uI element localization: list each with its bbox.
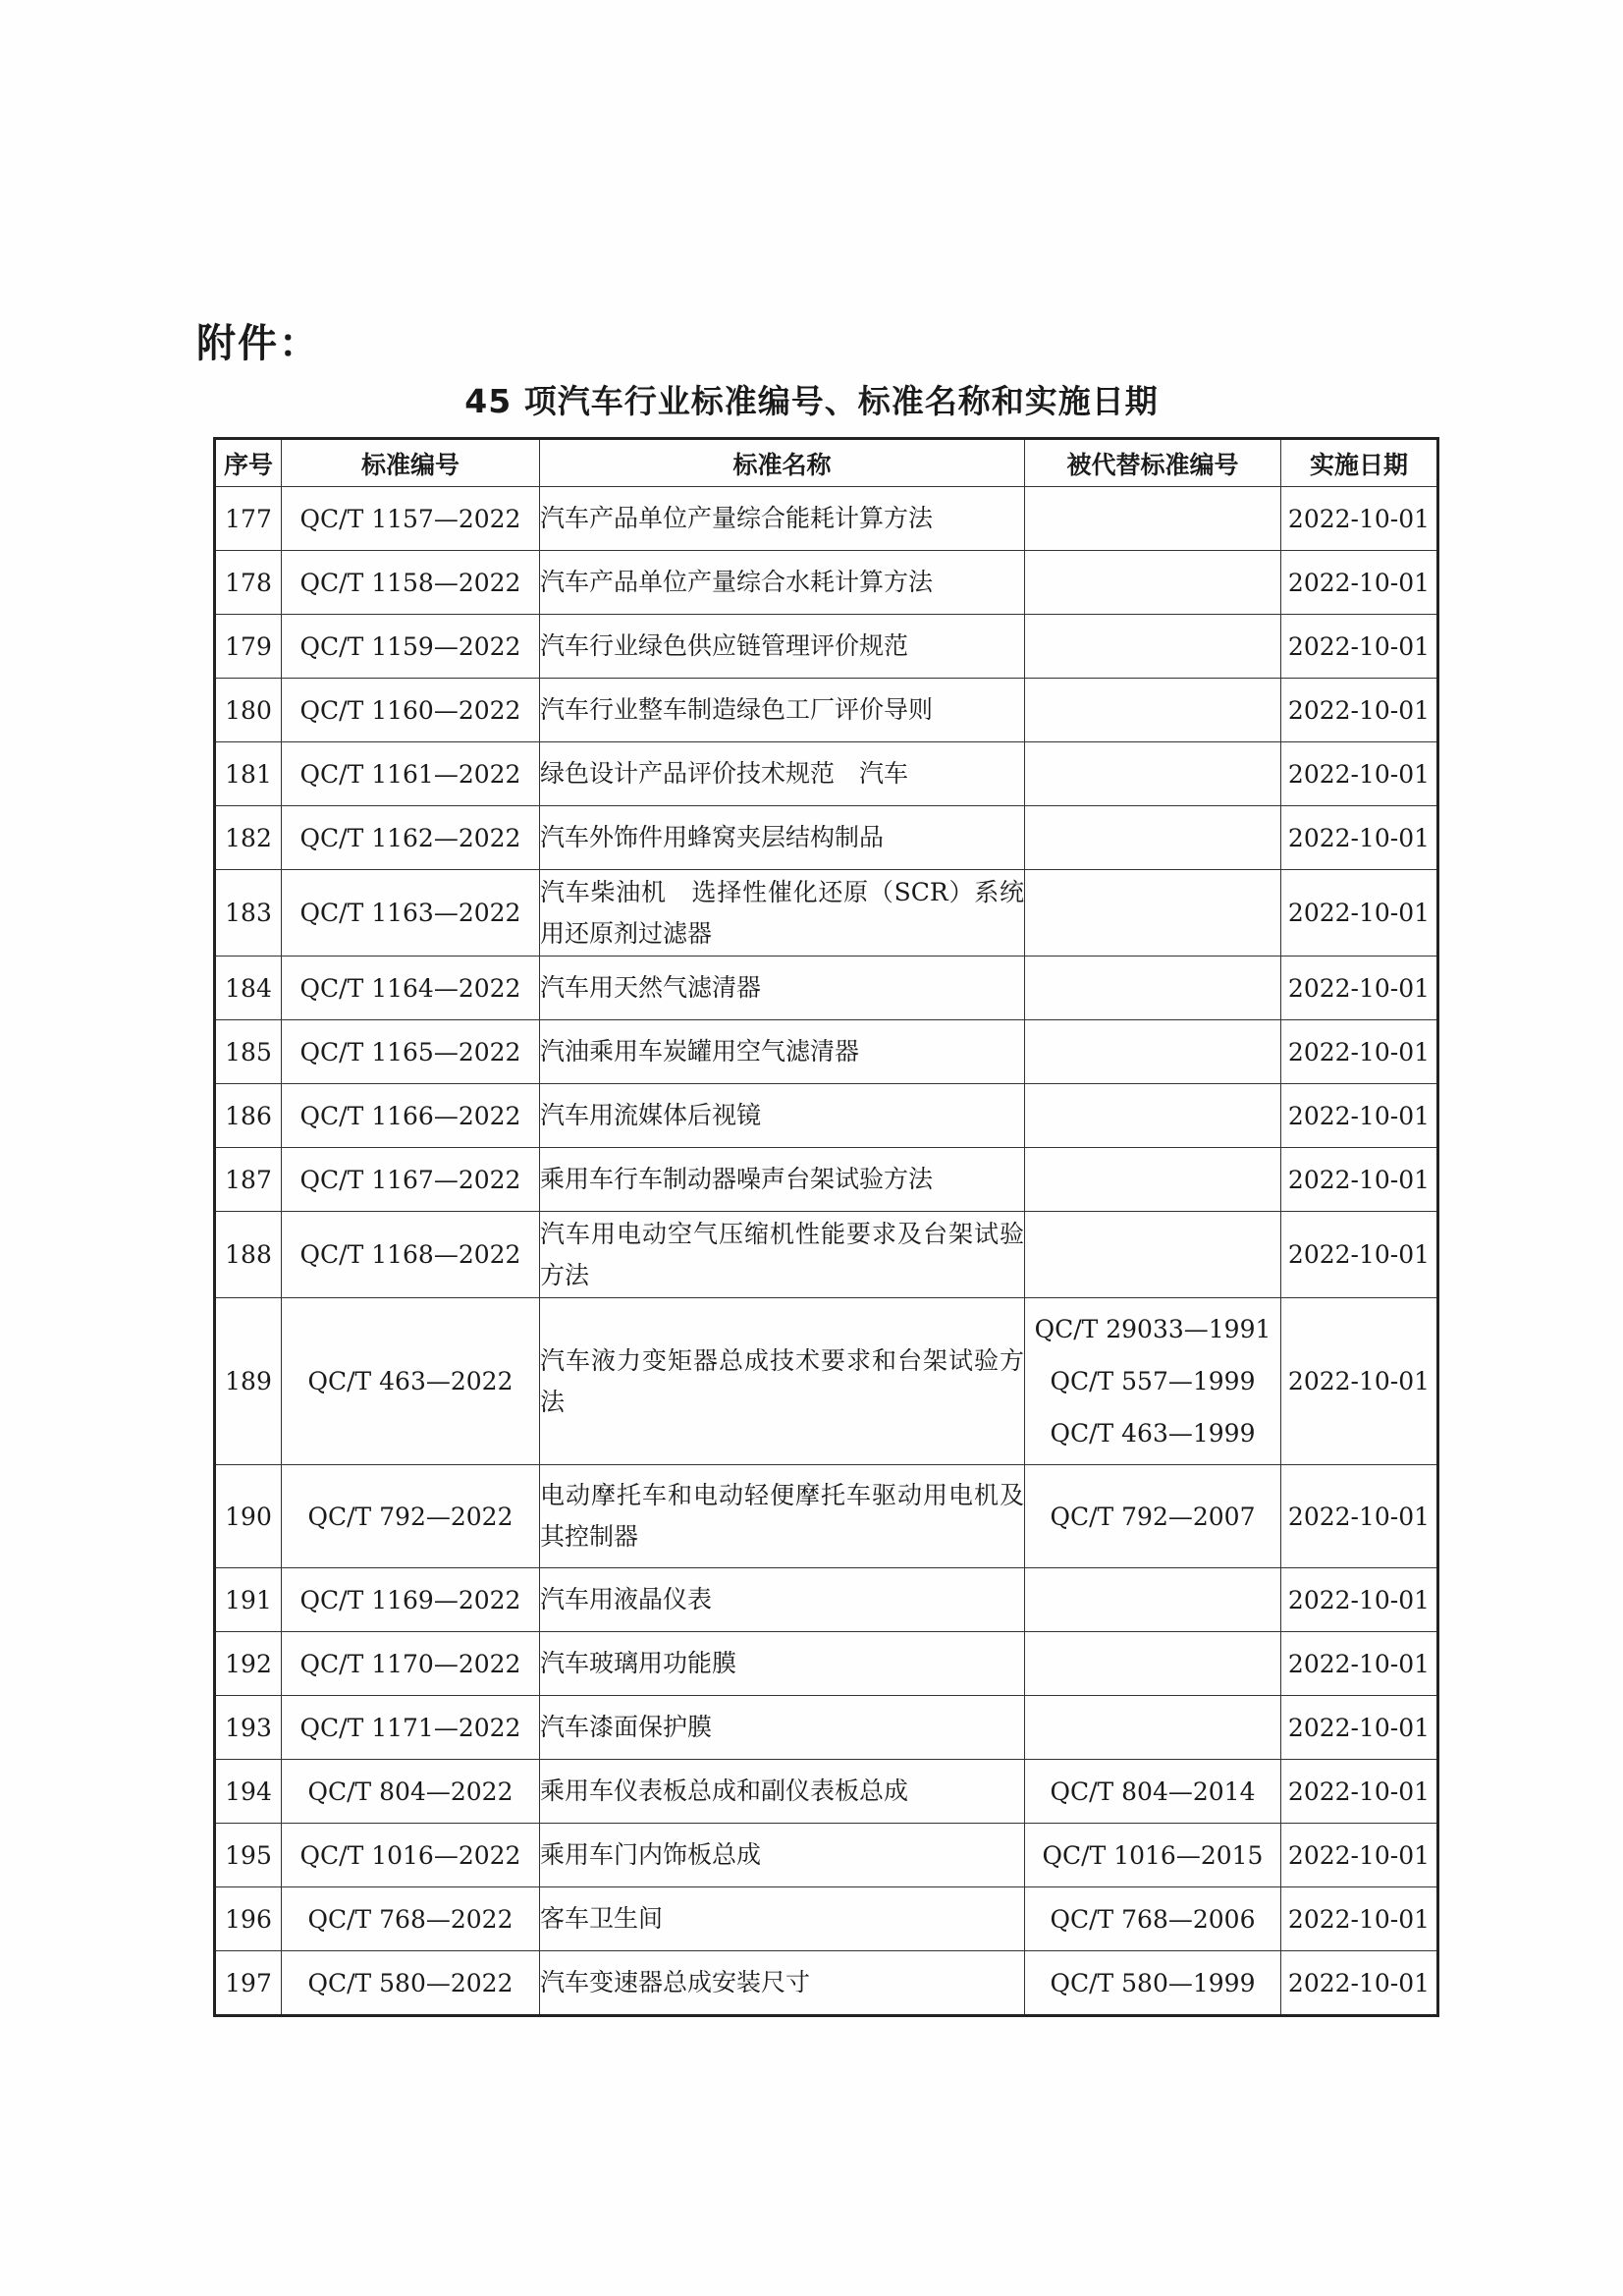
row-name: 汽车用天然气滤清器 <box>540 957 1025 1020</box>
row-seq: 181 <box>215 742 282 806</box>
table-row <box>215 1148 1438 1212</box>
row-seq: 194 <box>215 1760 282 1824</box>
row-replaced <box>1025 1465 1281 1568</box>
row-seq: 179 <box>215 615 282 679</box>
row-replaced <box>1025 1212 1281 1298</box>
row-replaced <box>1025 806 1281 870</box>
replaced-code: QC/T 768—2006 <box>1050 1904 1256 1934</box>
row-date: 2022-10-01 <box>1281 870 1438 957</box>
header-name: 标准名称 <box>540 439 1025 487</box>
replaced-code: QC/T 792—2007 <box>1050 1502 1256 1531</box>
row-replaced <box>1025 679 1281 742</box>
table-row <box>215 679 1438 742</box>
row-name: 汽车外饰件用蜂窝夹层结构制品 <box>540 806 1025 870</box>
row-replaced <box>1025 615 1281 679</box>
row-name: 汽油乘用车炭罐用空气滤清器 <box>540 1020 1025 1084</box>
row-date: 2022-10-01 <box>1281 487 1438 551</box>
row-date: 2022-10-01 <box>1281 1760 1438 1824</box>
row-code: QC/T 1161—2022 <box>282 742 540 806</box>
table-body <box>215 487 1438 2016</box>
row-replaced <box>1025 1696 1281 1760</box>
row-seq: 189 <box>215 1298 282 1465</box>
row-name: 乘用车门内饰板总成 <box>540 1824 1025 1887</box>
header-seq: 序号 <box>215 439 282 487</box>
row-code: QC/T 804—2022 <box>282 1760 540 1824</box>
row-code: QC/T 580—2022 <box>282 1951 540 2016</box>
row-code: QC/T 463—2022 <box>282 1298 540 1465</box>
row-code: QC/T 1159—2022 <box>282 615 540 679</box>
row-replaced <box>1025 551 1281 615</box>
row-date: 2022-10-01 <box>1281 1212 1438 1298</box>
standards-table <box>213 437 1439 2017</box>
table-row <box>215 1212 1438 1298</box>
row-code: QC/T 1157—2022 <box>282 487 540 551</box>
table-row <box>215 806 1438 870</box>
row-name: 汽车用电动空气压缩机性能要求及台架试验方法 <box>540 1212 1025 1298</box>
table-row <box>215 1465 1438 1568</box>
row-code: QC/T 1164—2022 <box>282 957 540 1020</box>
row-code: QC/T 1163—2022 <box>282 870 540 957</box>
row-replaced <box>1025 957 1281 1020</box>
row-date: 2022-10-01 <box>1281 615 1438 679</box>
table-row <box>215 1632 1438 1696</box>
document-title: 45 项汽车行业标准编号、标准名称和实施日期 <box>464 382 1159 420</box>
row-seq: 183 <box>215 870 282 957</box>
row-name: 汽车变速器总成安装尺寸 <box>540 1951 1025 2016</box>
table-row <box>215 1887 1438 1951</box>
replaced-code: QC/T 1016—2015 <box>1042 1840 1264 1870</box>
row-replaced <box>1025 1951 1281 2016</box>
replaced-code: QC/T 29033—1991 <box>1034 1315 1271 1343</box>
table-row <box>215 551 1438 615</box>
row-seq: 180 <box>215 679 282 742</box>
row-date: 2022-10-01 <box>1281 1084 1438 1148</box>
row-replaced <box>1025 1760 1281 1824</box>
row-name: 汽车行业绿色供应链管理评价规范 <box>540 615 1025 679</box>
row-code: QC/T 1168—2022 <box>282 1212 540 1298</box>
header-code: 标准编号 <box>282 439 540 487</box>
table-row <box>215 1020 1438 1084</box>
row-seq: 193 <box>215 1696 282 1760</box>
row-date: 2022-10-01 <box>1281 742 1438 806</box>
row-date: 2022-10-01 <box>1281 679 1438 742</box>
row-replaced <box>1025 487 1281 551</box>
row-name: 乘用车行车制动器噪声台架试验方法 <box>540 1148 1025 1212</box>
row-name: 客车卫生间 <box>540 1887 1025 1951</box>
row-name: 汽车用流媒体后视镜 <box>540 1084 1025 1148</box>
row-replaced <box>1025 1887 1281 1951</box>
row-name: 汽车行业整车制造绿色工厂评价导则 <box>540 679 1025 742</box>
row-name: 汽车漆面保护膜 <box>540 1696 1025 1760</box>
row-date: 2022-10-01 <box>1281 1887 1438 1951</box>
row-replaced <box>1025 1632 1281 1696</box>
row-date: 2022-10-01 <box>1281 1951 1438 2016</box>
row-date: 2022-10-01 <box>1281 1568 1438 1632</box>
attachment-label: 附件： <box>196 321 320 366</box>
table-row <box>215 487 1438 551</box>
table-row <box>215 1824 1438 1887</box>
row-seq: 185 <box>215 1020 282 1084</box>
row-code: QC/T 1166—2022 <box>282 1084 540 1148</box>
row-replaced <box>1025 742 1281 806</box>
row-seq: 190 <box>215 1465 282 1568</box>
replaced-code: QC/T 557—1999 <box>1050 1367 1256 1395</box>
row-replaced <box>1025 1020 1281 1084</box>
row-name: 乘用车仪表板总成和副仪表板总成 <box>540 1760 1025 1824</box>
row-seq: 195 <box>215 1824 282 1887</box>
table-row <box>215 615 1438 679</box>
row-replaced <box>1025 870 1281 957</box>
row-code: QC/T 1162—2022 <box>282 806 540 870</box>
row-code: QC/T 1169—2022 <box>282 1568 540 1632</box>
row-code: QC/T 1171—2022 <box>282 1696 540 1760</box>
row-date: 2022-10-01 <box>1281 551 1438 615</box>
table-row <box>215 742 1438 806</box>
replaced-code: QC/T 804—2014 <box>1050 1777 1256 1806</box>
row-name: 电动摩托车和电动轻便摩托车驱动用电机及其控制器 <box>540 1465 1025 1568</box>
row-replaced <box>1025 1568 1281 1632</box>
row-seq: 188 <box>215 1212 282 1298</box>
table-row <box>215 957 1438 1020</box>
row-seq: 197 <box>215 1951 282 2016</box>
table-row <box>215 1084 1438 1148</box>
row-seq: 186 <box>215 1084 282 1148</box>
row-replaced <box>1025 1084 1281 1148</box>
row-date: 2022-10-01 <box>1281 1824 1438 1887</box>
row-date: 2022-10-01 <box>1281 1465 1438 1568</box>
row-name: 汽车柴油机 选择性催化还原（SCR）系统用还原剂过滤器 <box>540 870 1025 957</box>
replaced-code: QC/T 580—1999 <box>1050 1968 1256 1997</box>
row-seq: 184 <box>215 957 282 1020</box>
row-date: 2022-10-01 <box>1281 1632 1438 1696</box>
row-code: QC/T 1170—2022 <box>282 1632 540 1696</box>
row-seq: 178 <box>215 551 282 615</box>
row-date: 2022-10-01 <box>1281 1020 1438 1084</box>
row-date: 2022-10-01 <box>1281 1298 1438 1465</box>
row-seq: 192 <box>215 1632 282 1696</box>
row-name: 汽车玻璃用功能膜 <box>540 1632 1025 1696</box>
row-replaced <box>1025 1148 1281 1212</box>
row-replaced <box>1025 1824 1281 1887</box>
row-date: 2022-10-01 <box>1281 806 1438 870</box>
row-code: QC/T 768—2022 <box>282 1887 540 1951</box>
row-replaced <box>1025 1298 1281 1465</box>
row-name: 汽车用液晶仪表 <box>540 1568 1025 1632</box>
row-code: QC/T 1160—2022 <box>282 679 540 742</box>
header-replaced: 被代替标准编号 <box>1025 439 1281 487</box>
row-seq: 182 <box>215 806 282 870</box>
row-date: 2022-10-01 <box>1281 957 1438 1020</box>
table-row <box>215 1951 1438 2016</box>
row-name: 绿色设计产品评价技术规范 汽车 <box>540 742 1025 806</box>
row-date: 2022-10-01 <box>1281 1696 1438 1760</box>
table-row <box>215 870 1438 957</box>
row-code: QC/T 1158—2022 <box>282 551 540 615</box>
header-date: 实施日期 <box>1281 439 1438 487</box>
row-code: QC/T 1167—2022 <box>282 1148 540 1212</box>
row-name: 汽车产品单位产量综合水耗计算方法 <box>540 551 1025 615</box>
table-row <box>215 1760 1438 1824</box>
row-name: 汽车产品单位产量综合能耗计算方法 <box>540 487 1025 551</box>
row-code: QC/T 1165—2022 <box>282 1020 540 1084</box>
table-row <box>215 1568 1438 1632</box>
row-seq: 187 <box>215 1148 282 1212</box>
table-row <box>215 1298 1438 1465</box>
row-code: QC/T 792—2022 <box>282 1465 540 1568</box>
table-row <box>215 1696 1438 1760</box>
replaced-code: QC/T 463—1999 <box>1050 1419 1256 1448</box>
row-date: 2022-10-01 <box>1281 1148 1438 1212</box>
row-seq: 196 <box>215 1887 282 1951</box>
row-seq: 177 <box>215 487 282 551</box>
row-seq: 191 <box>215 1568 282 1632</box>
row-code: QC/T 1016—2022 <box>282 1824 540 1887</box>
row-name: 汽车液力变矩器总成技术要求和台架试验方法 <box>540 1298 1025 1465</box>
table-header-row <box>215 439 1438 487</box>
